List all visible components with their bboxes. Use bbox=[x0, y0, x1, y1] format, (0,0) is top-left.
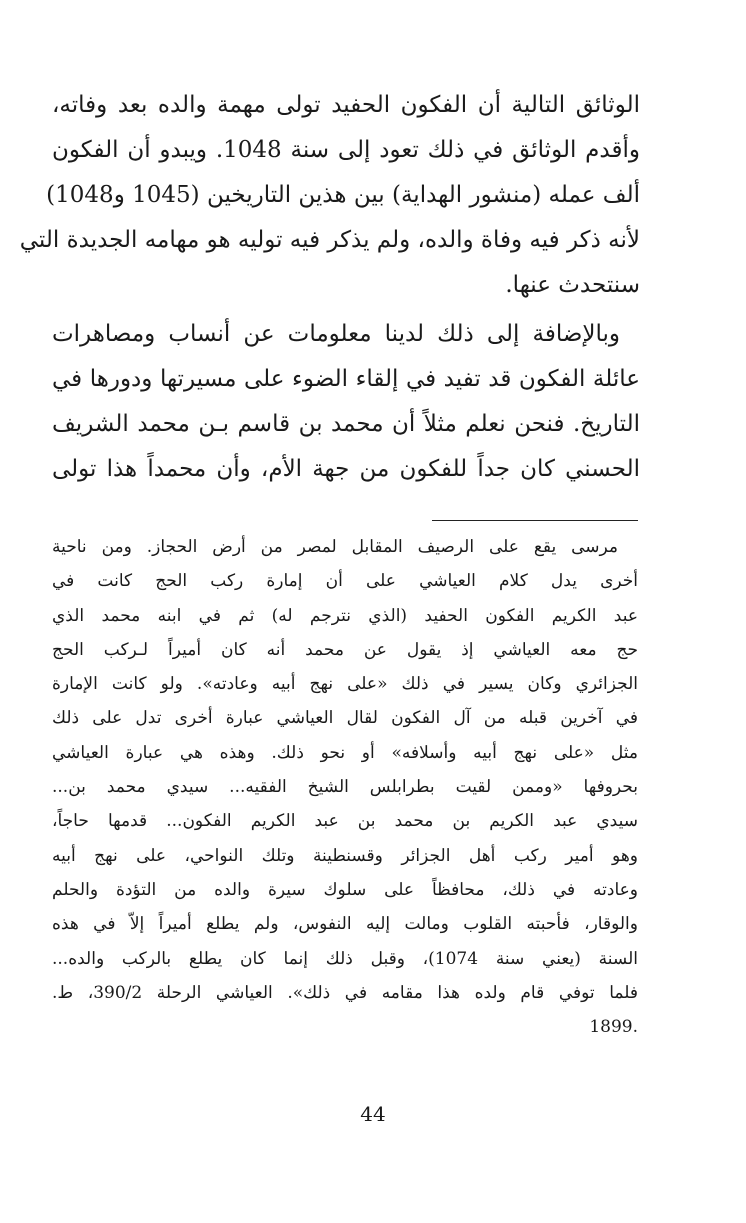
footnote bbox=[52, 530, 638, 1044]
footnote-line: والوقار، فأحبته القلوب ومالت إليه النفوس، ولم يطلع أميراً إلاّ في هذه bbox=[52, 914, 638, 935]
footnote-line: وعادته في ذلك، محافظاً على سلوك سيرة والده من التؤدة والحلم bbox=[52, 879, 638, 900]
text-line: عائلة الفكون قد تفيد في إلقاء الضوء على مسيرتها ودورها في bbox=[52, 366, 640, 392]
footnote-line: وهو أمير ركب أهل الجزائر وقسنطينة وتلك النواحي، على نهج أبيه bbox=[52, 845, 638, 866]
footnote-line: .1899 bbox=[589, 1017, 638, 1038]
footnote-line: الجزائري وكان يسير في ذلك «على نهج أبيه وعادته». ولو كانت الإمارة bbox=[52, 674, 638, 695]
text-line: ألف عمله (منشور الهداية) بين هذين التاريخين (1045 و1048) bbox=[46, 182, 640, 208]
footnote-line: عبد الكريم الفكون الحفيد (الذي نترجم له) ثم في ابنه محمد الذي bbox=[52, 605, 638, 626]
footnote-line: حج معه العياشي إذ يقول عن محمد أنه كان أميراً لـركب الحج bbox=[52, 639, 638, 660]
footnote-line: مثل «على نهج أبيه وأسلافه» أو نحو ذلك. وهذه هي عبارة العياشي bbox=[52, 742, 638, 763]
footnote-line: أخرى يدل كلام العياشي على أن إمارة ركب الحج كانت في bbox=[52, 571, 638, 592]
paragraph-2 bbox=[52, 312, 640, 492]
footnote-divider bbox=[432, 520, 638, 521]
text-line: التاريخ. فنحن نعلم مثلاً أن محمد بن قاسم بـن محمد الشريف bbox=[52, 411, 640, 437]
footnote-line: السنة (يعني سنة 1074)، وقبل ذلك إنما كان يطلع بالركب والده... bbox=[52, 948, 638, 969]
text-line: لأنه ذكر فيه وفاة والده، ولم يذكر فيه توليه هو مهامه الجديدة التي bbox=[19, 227, 640, 253]
footnote-line: سيدي عبد الكريم بن محمد بن عبد الكريم الفكون... قدمها حاجاً، bbox=[52, 811, 638, 832]
text-line: الحسني كان جداً للفكون من جهة الأم، وأن محمداً هذا تولى bbox=[52, 456, 640, 482]
text-line: وبالإضافة إلى ذلك لدينا معلومات عن أنساب ومصاهرات bbox=[52, 321, 620, 347]
paragraph-1 bbox=[19, 83, 640, 308]
text-line: سنتحدث عنها. bbox=[505, 272, 640, 298]
footnote-line: في آخرين قبله من آل الفكون لقال العياشي عبارة أخرى تدل على ذلك bbox=[52, 708, 638, 729]
page-number: 44 bbox=[360, 1102, 386, 1126]
text-line: وأقدم الوثائق في ذلك تعود إلى سنة 1048. ويبدو أن الفكون bbox=[52, 137, 640, 163]
footnote-line: بحروفها «وممن لقيت بطرابلس الشيخ الفقيه... سيدي محمد بن... bbox=[52, 777, 638, 798]
footnote-line: فلما توفي قام ولده هذا مقامه في ذلك». العياشي الرحلة 390/2، ط. bbox=[52, 982, 638, 1003]
footnote-line: مرسى يقع على الرصيف المقابل لمصر من أرض الحجاز. ومن ناحية bbox=[52, 537, 618, 557]
text-line: الوثائق التالية أن الفكون الحفيد تولى مهمة والده بعد وفاته، bbox=[52, 92, 640, 118]
